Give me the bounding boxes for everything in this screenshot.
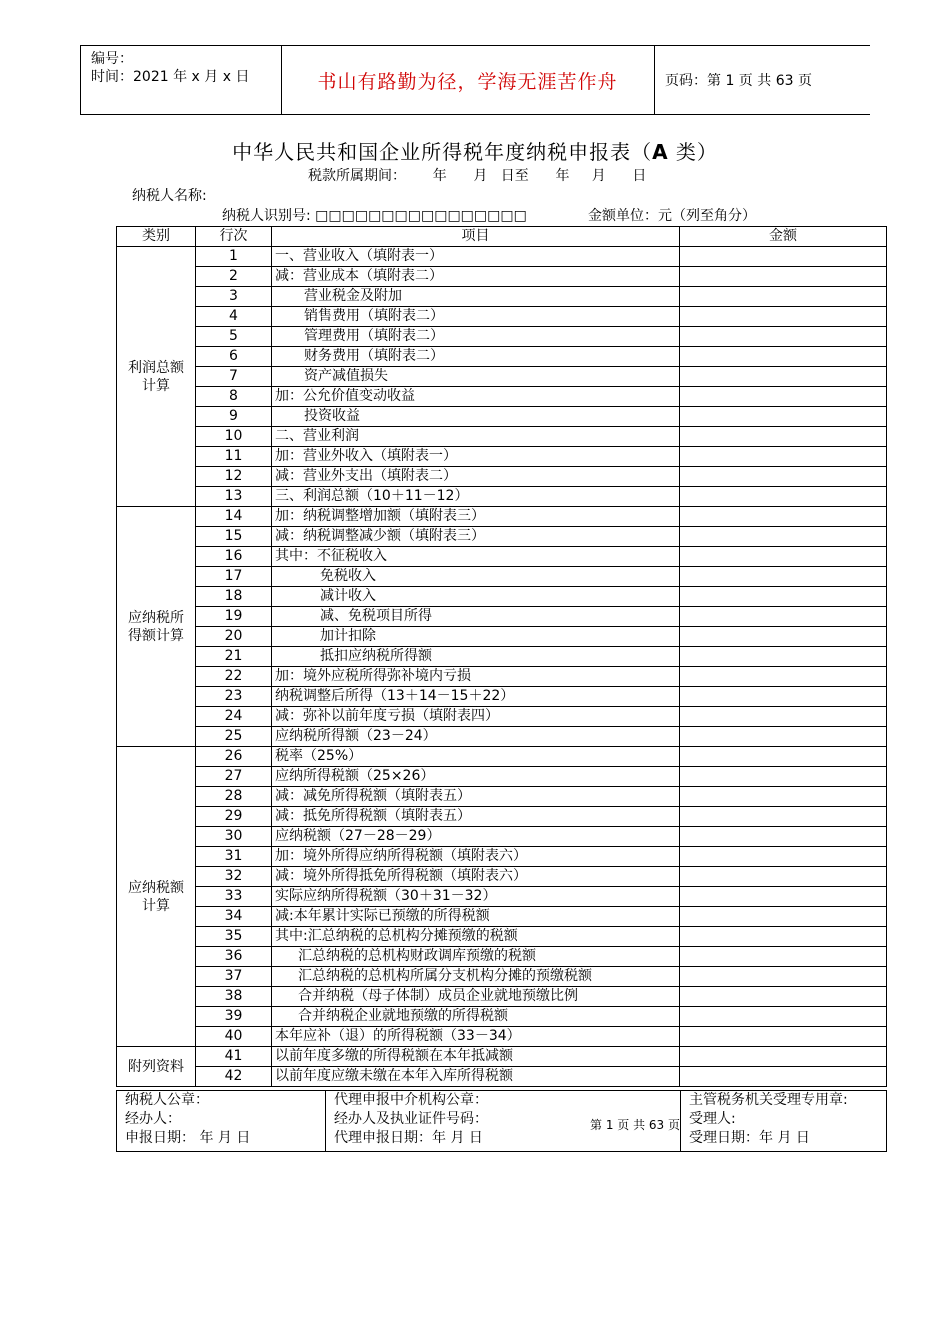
table-row <box>117 267 887 287</box>
amount-input-cell[interactable] <box>680 807 887 827</box>
amount-input-cell[interactable] <box>680 427 887 447</box>
taxpayer-seal-label: 纳税人公章： <box>125 1092 209 1108</box>
col-header-item: 项目 <box>272 227 680 247</box>
amount-input-cell[interactable] <box>680 947 887 967</box>
row-number: 34 <box>196 907 272 927</box>
table-row <box>117 247 887 267</box>
row-number: 7 <box>196 367 272 387</box>
amount-input-cell[interactable] <box>680 267 887 287</box>
table-row <box>117 527 887 547</box>
table-row <box>117 947 887 967</box>
row-item: 三、利润总额（10＋11－12） <box>272 487 680 507</box>
row-item: 应纳所得税额（25×26） <box>272 767 680 787</box>
amount-input-cell[interactable] <box>680 927 887 947</box>
row-item: 投资收益 <box>272 407 680 427</box>
taxpayer-id-label: 纳税人识别号: □□□□□□□□□□□□□□□□ <box>222 208 527 224</box>
row-number: 8 <box>196 387 272 407</box>
amount-input-cell[interactable] <box>680 567 887 587</box>
table-row <box>117 487 887 507</box>
row-item: 加：营业外收入（填附表一） <box>272 447 680 467</box>
table-row <box>117 807 887 827</box>
table-row <box>117 507 887 527</box>
table-row <box>117 887 887 907</box>
row-number: 28 <box>196 787 272 807</box>
table-row <box>117 847 887 867</box>
amount-input-cell[interactable] <box>680 687 887 707</box>
amount-input-cell[interactable] <box>680 347 887 367</box>
table-row <box>117 587 887 607</box>
row-number: 26 <box>196 747 272 767</box>
row-number: 23 <box>196 687 272 707</box>
amount-input-cell[interactable] <box>680 667 887 687</box>
table-row <box>117 687 887 707</box>
row-number: 40 <box>196 1027 272 1047</box>
table-row <box>117 607 887 627</box>
row-item: 加：纳税调整增加额（填附表三） <box>272 507 680 527</box>
taxpayer-name-label: 纳税人名称: <box>132 188 207 204</box>
amount-input-cell[interactable] <box>680 707 887 727</box>
row-item: 减：营业成本（填附表二） <box>272 267 680 287</box>
row-item: 合并纳税（母子体制）成员企业就地预缴比例 <box>272 987 680 1007</box>
row-number: 6 <box>196 347 272 367</box>
amount-input-cell[interactable] <box>680 327 887 347</box>
amount-unit: 金额单位：元（列至角分） <box>588 208 756 224</box>
row-number: 5 <box>196 327 272 347</box>
row-number: 42 <box>196 1067 272 1087</box>
row-item: 减、免税项目所得 <box>272 607 680 627</box>
receiver-label: 受理人: <box>689 1111 736 1127</box>
title-prefix: 中华人民共和国企业所得税年度纳税申报表（ <box>232 140 653 164</box>
amount-input-cell[interactable] <box>680 627 887 647</box>
row-item: 以前年度多缴的所得税额在本年抵减额 <box>272 1047 680 1067</box>
row-item: 减：境外所得抵免所得税额（填附表六） <box>272 867 680 887</box>
row-number: 29 <box>196 807 272 827</box>
row-item: 汇总纳税的总机构所属分支机构分摊的预缴税额 <box>272 967 680 987</box>
table-row <box>117 327 887 347</box>
amount-input-cell[interactable] <box>680 907 887 927</box>
row-item: 减：纳税调整减少额（填附表三） <box>272 527 680 547</box>
row-number: 30 <box>196 827 272 847</box>
row-number: 11 <box>196 447 272 467</box>
row-number: 35 <box>196 927 272 947</box>
row-number: 3 <box>196 287 272 307</box>
amount-input-cell[interactable] <box>680 287 887 307</box>
table-row <box>117 907 887 927</box>
row-item: 实际应纳所得税额（30＋31－32） <box>272 887 680 907</box>
title-suffix: 类） <box>668 140 718 164</box>
row-item: 减：营业外支出（填附表二） <box>272 467 680 487</box>
amount-input-cell[interactable] <box>680 587 887 607</box>
row-item: 应纳税额（27－28－29） <box>272 827 680 847</box>
form-title <box>0 136 950 165</box>
category-cell: 附列资料 <box>117 1047 196 1087</box>
amount-input-cell[interactable] <box>680 307 887 327</box>
amount-input-cell[interactable] <box>680 407 887 427</box>
table-row <box>117 727 887 747</box>
filing-date-label: 申报日期： 年 月 日 <box>125 1130 251 1146</box>
row-item: 减：抵免所得税额（填附表五） <box>272 807 680 827</box>
row-item: 其中:汇总纳税的总机构分摊预缴的税额 <box>272 927 680 947</box>
agency-handler-label: 经办人及执业证件号码： <box>334 1111 488 1127</box>
row-item: 资产减值损失 <box>272 367 680 387</box>
row-item: 二、营业利润 <box>272 427 680 447</box>
table-row <box>117 647 887 667</box>
row-item: 抵扣应纳税所得额 <box>272 647 680 667</box>
table-row <box>117 967 887 987</box>
table-row <box>117 627 887 647</box>
row-item: 减：弥补以前年度亏损（填附表四） <box>272 707 680 727</box>
table-header-row <box>117 227 887 247</box>
amount-input-cell[interactable] <box>680 767 887 787</box>
row-number: 37 <box>196 967 272 987</box>
row-item: 销售费用（填附表二） <box>272 307 680 327</box>
table-row <box>117 987 887 1007</box>
signature-table <box>116 1090 887 1152</box>
amount-input-cell[interactable] <box>680 1027 887 1047</box>
row-number: 20 <box>196 627 272 647</box>
row-item: 其中：不征税收入 <box>272 547 680 567</box>
amount-input-cell[interactable] <box>680 367 887 387</box>
amount-input-cell[interactable] <box>680 647 887 667</box>
amount-input-cell[interactable] <box>680 547 887 567</box>
table-row <box>117 707 887 727</box>
row-item: 纳税调整后所得（13＋14－15＋22） <box>272 687 680 707</box>
table-row <box>117 787 887 807</box>
table-row <box>117 1067 887 1087</box>
row-item: 减：减免所得税额（填附表五） <box>272 787 680 807</box>
row-number: 10 <box>196 427 272 447</box>
tax-return-table <box>116 226 887 1087</box>
table-row <box>117 927 887 947</box>
row-number: 17 <box>196 567 272 587</box>
amount-input-cell[interactable] <box>680 727 887 747</box>
row-item: 汇总纳税的总机构财政调库预缴的税额 <box>272 947 680 967</box>
amount-input-cell[interactable] <box>680 1007 887 1027</box>
amount-input-cell[interactable] <box>680 507 887 527</box>
row-item: 免税收入 <box>272 567 680 587</box>
category-cell: 应纳税额计算 <box>117 747 196 1047</box>
row-item: 管理费用（填附表二） <box>272 327 680 347</box>
amount-input-cell[interactable] <box>680 867 887 887</box>
row-number: 19 <box>196 607 272 627</box>
table-row <box>117 367 887 387</box>
table-row <box>117 427 887 447</box>
table-row <box>117 347 887 367</box>
row-item: 减:本年累计实际已预缴的所得税额 <box>272 907 680 927</box>
table-row <box>117 567 887 587</box>
title-letter: A <box>652 140 669 164</box>
amount-input-cell[interactable] <box>680 527 887 547</box>
table-row <box>117 1027 887 1047</box>
authority-seal-label: 主管税务机关受理专用章: <box>689 1092 848 1108</box>
category-cell: 利润总额计算 <box>117 247 196 507</box>
table-row <box>117 827 887 847</box>
amount-input-cell[interactable] <box>680 847 887 867</box>
row-number: 16 <box>196 547 272 567</box>
amount-input-cell[interactable] <box>680 447 887 467</box>
time-label: 时间：2021 年 x 月 x 日 <box>91 69 250 85</box>
col-header-category: 类别 <box>117 227 196 247</box>
amount-input-cell[interactable] <box>680 827 887 847</box>
row-number: 41 <box>196 1047 272 1067</box>
row-number: 14 <box>196 507 272 527</box>
row-item: 一、营业收入（填附表一） <box>272 247 680 267</box>
table-row <box>117 547 887 567</box>
col-header-row-no: 行次 <box>196 227 272 247</box>
row-number: 27 <box>196 767 272 787</box>
row-number: 18 <box>196 587 272 607</box>
amount-input-cell[interactable] <box>680 387 887 407</box>
handler-label: 经办人： <box>125 1111 181 1127</box>
page-footer-note: 第 1 页 共 63 页 <box>590 1118 680 1132</box>
agency-date-label: 代理申报日期：年 月 日 <box>334 1130 483 1146</box>
table-row <box>117 307 887 327</box>
row-number: 9 <box>196 407 272 427</box>
row-item: 加：公允价值变动收益 <box>272 387 680 407</box>
row-number: 1 <box>196 247 272 267</box>
row-number: 22 <box>196 667 272 687</box>
table-row <box>117 387 887 407</box>
row-item: 以前年度应缴未缴在本年入库所得税额 <box>272 1067 680 1087</box>
table-row <box>117 407 887 427</box>
taxpayer-seal-cell <box>117 1091 326 1152</box>
row-number: 38 <box>196 987 272 1007</box>
table-row <box>117 287 887 307</box>
row-item: 应纳税所得额（23－24） <box>272 727 680 747</box>
row-number: 31 <box>196 847 272 867</box>
row-number: 21 <box>196 647 272 667</box>
amount-input-cell[interactable] <box>680 987 887 1007</box>
tax-period: 税款所属期间： 年 月 日至 年 月 日 <box>308 168 647 184</box>
amount-input-cell[interactable] <box>680 787 887 807</box>
amount-input-cell[interactable] <box>680 487 887 507</box>
number-label: 编号： <box>91 51 133 67</box>
col-header-amount: 金额 <box>680 227 887 247</box>
row-item: 加：境外所得应纳所得税额（填附表六） <box>272 847 680 867</box>
row-number: 25 <box>196 727 272 747</box>
table-row <box>117 1007 887 1027</box>
document-header <box>80 45 870 115</box>
row-number: 24 <box>196 707 272 727</box>
row-item: 减计收入 <box>272 587 680 607</box>
tax-authority-cell <box>681 1091 887 1152</box>
row-number: 32 <box>196 867 272 887</box>
row-number: 4 <box>196 307 272 327</box>
row-number: 2 <box>196 267 272 287</box>
row-number: 33 <box>196 887 272 907</box>
table-row <box>117 467 887 487</box>
row-number: 13 <box>196 487 272 507</box>
amount-input-cell[interactable] <box>680 887 887 907</box>
row-number: 15 <box>196 527 272 547</box>
receipt-date-label: 受理日期：年 月 日 <box>689 1130 810 1146</box>
row-number: 39 <box>196 1007 272 1027</box>
row-number: 12 <box>196 467 272 487</box>
row-item: 财务费用（填附表二） <box>272 347 680 367</box>
amount-input-cell[interactable] <box>680 1067 887 1087</box>
table-row <box>117 747 887 767</box>
row-item: 税率（25%） <box>272 747 680 767</box>
amount-input-cell[interactable] <box>680 747 887 767</box>
amount-input-cell[interactable] <box>680 247 887 267</box>
table-row <box>117 767 887 787</box>
row-item: 加：境外应税所得弥补境内亏损 <box>272 667 680 687</box>
row-item: 合并纳税企业就地预缴的所得税额 <box>272 1007 680 1027</box>
row-item: 加计扣除 <box>272 627 680 647</box>
amount-input-cell[interactable] <box>680 467 887 487</box>
amount-input-cell[interactable] <box>680 607 887 627</box>
agency-seal-label: 代理申报中介机构公章： <box>334 1092 488 1108</box>
table-row <box>117 867 887 887</box>
row-item: 本年应补（退）的所得税额（33－34） <box>272 1027 680 1047</box>
row-number: 36 <box>196 947 272 967</box>
signature-row <box>117 1091 887 1152</box>
header-meta <box>80 46 282 114</box>
table-row <box>117 1047 887 1067</box>
table-row <box>117 667 887 687</box>
amount-input-cell[interactable] <box>680 967 887 987</box>
amount-input-cell[interactable] <box>680 1047 887 1067</box>
row-item: 营业税金及附加 <box>272 287 680 307</box>
motto: 书山有路勤为径，学海无涯苦作舟 <box>281 46 655 114</box>
category-cell: 应纳税所得额计算 <box>117 507 196 747</box>
table-row <box>117 447 887 467</box>
page-code: 页码：第 1 页 共 63 页 <box>665 73 812 89</box>
